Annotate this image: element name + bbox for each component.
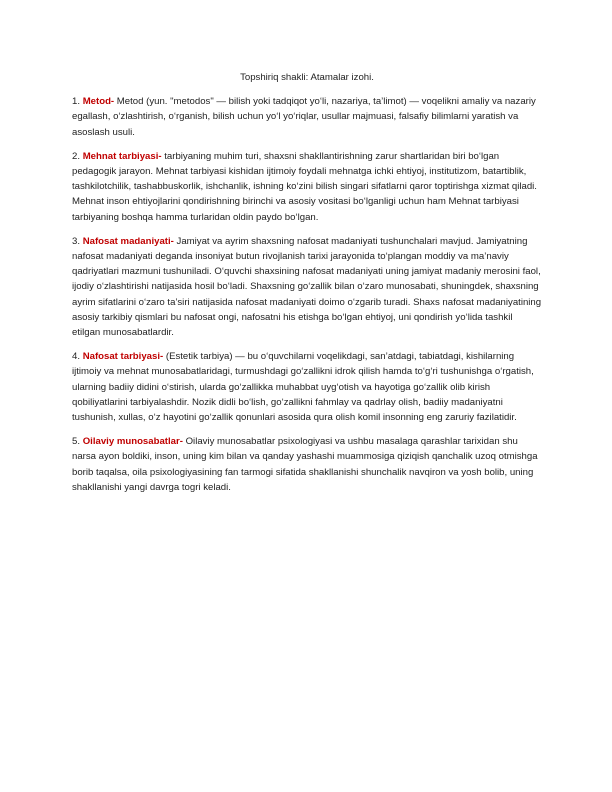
term-paragraph-2	[72, 149, 542, 225]
term-definition: Jamiyat va ayrim shaxsning nafosat madaniyati tushunchalari mavjud. Jamiyatning nafosat madaniyati deganda insoniyat butun rivojlanish tarixi jarayonida to‘plangan moddiy va ma’naviy qadriyatlari mazmuni tushuniladi. O‘quvchi shaxsining nafosat madaniyati uning jamiyat madaniy merosini faol, ijodiy o‘zlashtirishi natijasida hosil bo‘ladi. Shaxsning go‘zallik bilan o‘zaro munosabati, shuningdek, shaxsning ayrim sifatlarini o‘zaro ta’siri natijasida nafosat madaniyati doimo o‘zgarib turadi. Shaxs nafosat madaniyatining asosiy tarkibiy qismlari bu nafosat ongi, nafosatni his etishga bo‘lgan ehtiyoj, uni qondirish yo‘lida tashkil etilgan munosabatlardir.	[72, 235, 542, 339]
item-number: 3.	[72, 235, 81, 247]
term-definition: tarbiyaning muhim turi, shaxsni shakllantirishning zarur shartlaridan biri bo‘lgan pedagogik jarayon. Mehnat tarbiyasi kishidan ijtimoiy foydali mehnatga ichki ehtiyoj, institutizom, batartiblik, tashkilotchilik, tashabbuskorlik, ishchanlik, ishning ko‘zini bilish singari sifatlarni qaror toptirishga xizmat qiladi. Mehnat inson ehtiyojlarini qondirishning birinchi va asosiy vositasi bo‘lganligi uchun ham Mehnat tarbiyasi tarbiyaning boshqa hamma turlaridan oldin paydo bo‘lgan.	[72, 150, 537, 223]
document-page	[72, 70, 542, 504]
term-paragraph-3	[72, 234, 542, 340]
item-number: 4.	[72, 351, 81, 363]
term-definition: Metod (yun. "metodos" — bilish yoki tadqiqot yo‘li, nazariya, ta’limot) — voqelikni amaliy va nazariy egallash, o‘zlashtirish, o‘rganish, bilish uchun yo‘l yo‘riqlar, usullar majmuasi, falsafiy bilimlarni yaratish va asoslash usuli.	[72, 96, 536, 138]
term-definition: (Estetik tarbiya) — bu o‘quvchilarni voqelikdagi, san’atdagi, tabiatdagi, kishilarning ijtimoiy va mehnat munosabatlaridagi, turmushdagi go‘zallikni idrok qilish hamda to‘g‘ri tushunishga o‘rgatish, ularning badiiy didini o‘stirish, ularda go‘zallikka muhabbat uyg‘otish va hayotiga go‘zallik olib kirish qobiliyatlarini tarbiyalashdir. Nozik didli bo‘lish, go‘zallikni fahmlay va qadrlay olish, badiiy madaniyatni tushunish, xullas, o‘z hayotini go‘zallik qonunlari asosida qura olish komil insonning eng zaruriy fazilatidir.	[72, 351, 534, 424]
term-label: Oilaviy munosabatlar-	[82, 436, 183, 448]
term-label: Mehnat tarbiyasi-	[82, 150, 162, 162]
term-paragraph-1	[72, 94, 542, 140]
term-paragraph-4	[72, 349, 542, 425]
term-paragraph-5	[72, 434, 542, 495]
term-label: Nafosat tarbiyasi-	[82, 351, 164, 363]
item-number: 1.	[72, 96, 81, 108]
term-label: Metod-	[82, 96, 115, 108]
term-label: Nafosat madaniyati-	[82, 235, 174, 247]
item-number: 2.	[72, 150, 81, 162]
item-number: 5.	[72, 436, 81, 448]
document-title: Topshiriq shakli: Atamalar izohi.	[240, 72, 374, 83]
term-definition: Oilaviy munosabatlar psixologiyasi va ushbu masalaga qarashlar tarixidan shu narsa ayon boldiki, inson, uning kim bilan va qanday yashashi muammosiga qiziqish qanchalik uzoq otmishga borib taqalsa, oila psixologiyasining fan tarmogi sifatida shakllanishi shunchalik navqiron va yosh bolib, uning shakllanishi yangi davrga togri keladi.	[72, 436, 538, 493]
